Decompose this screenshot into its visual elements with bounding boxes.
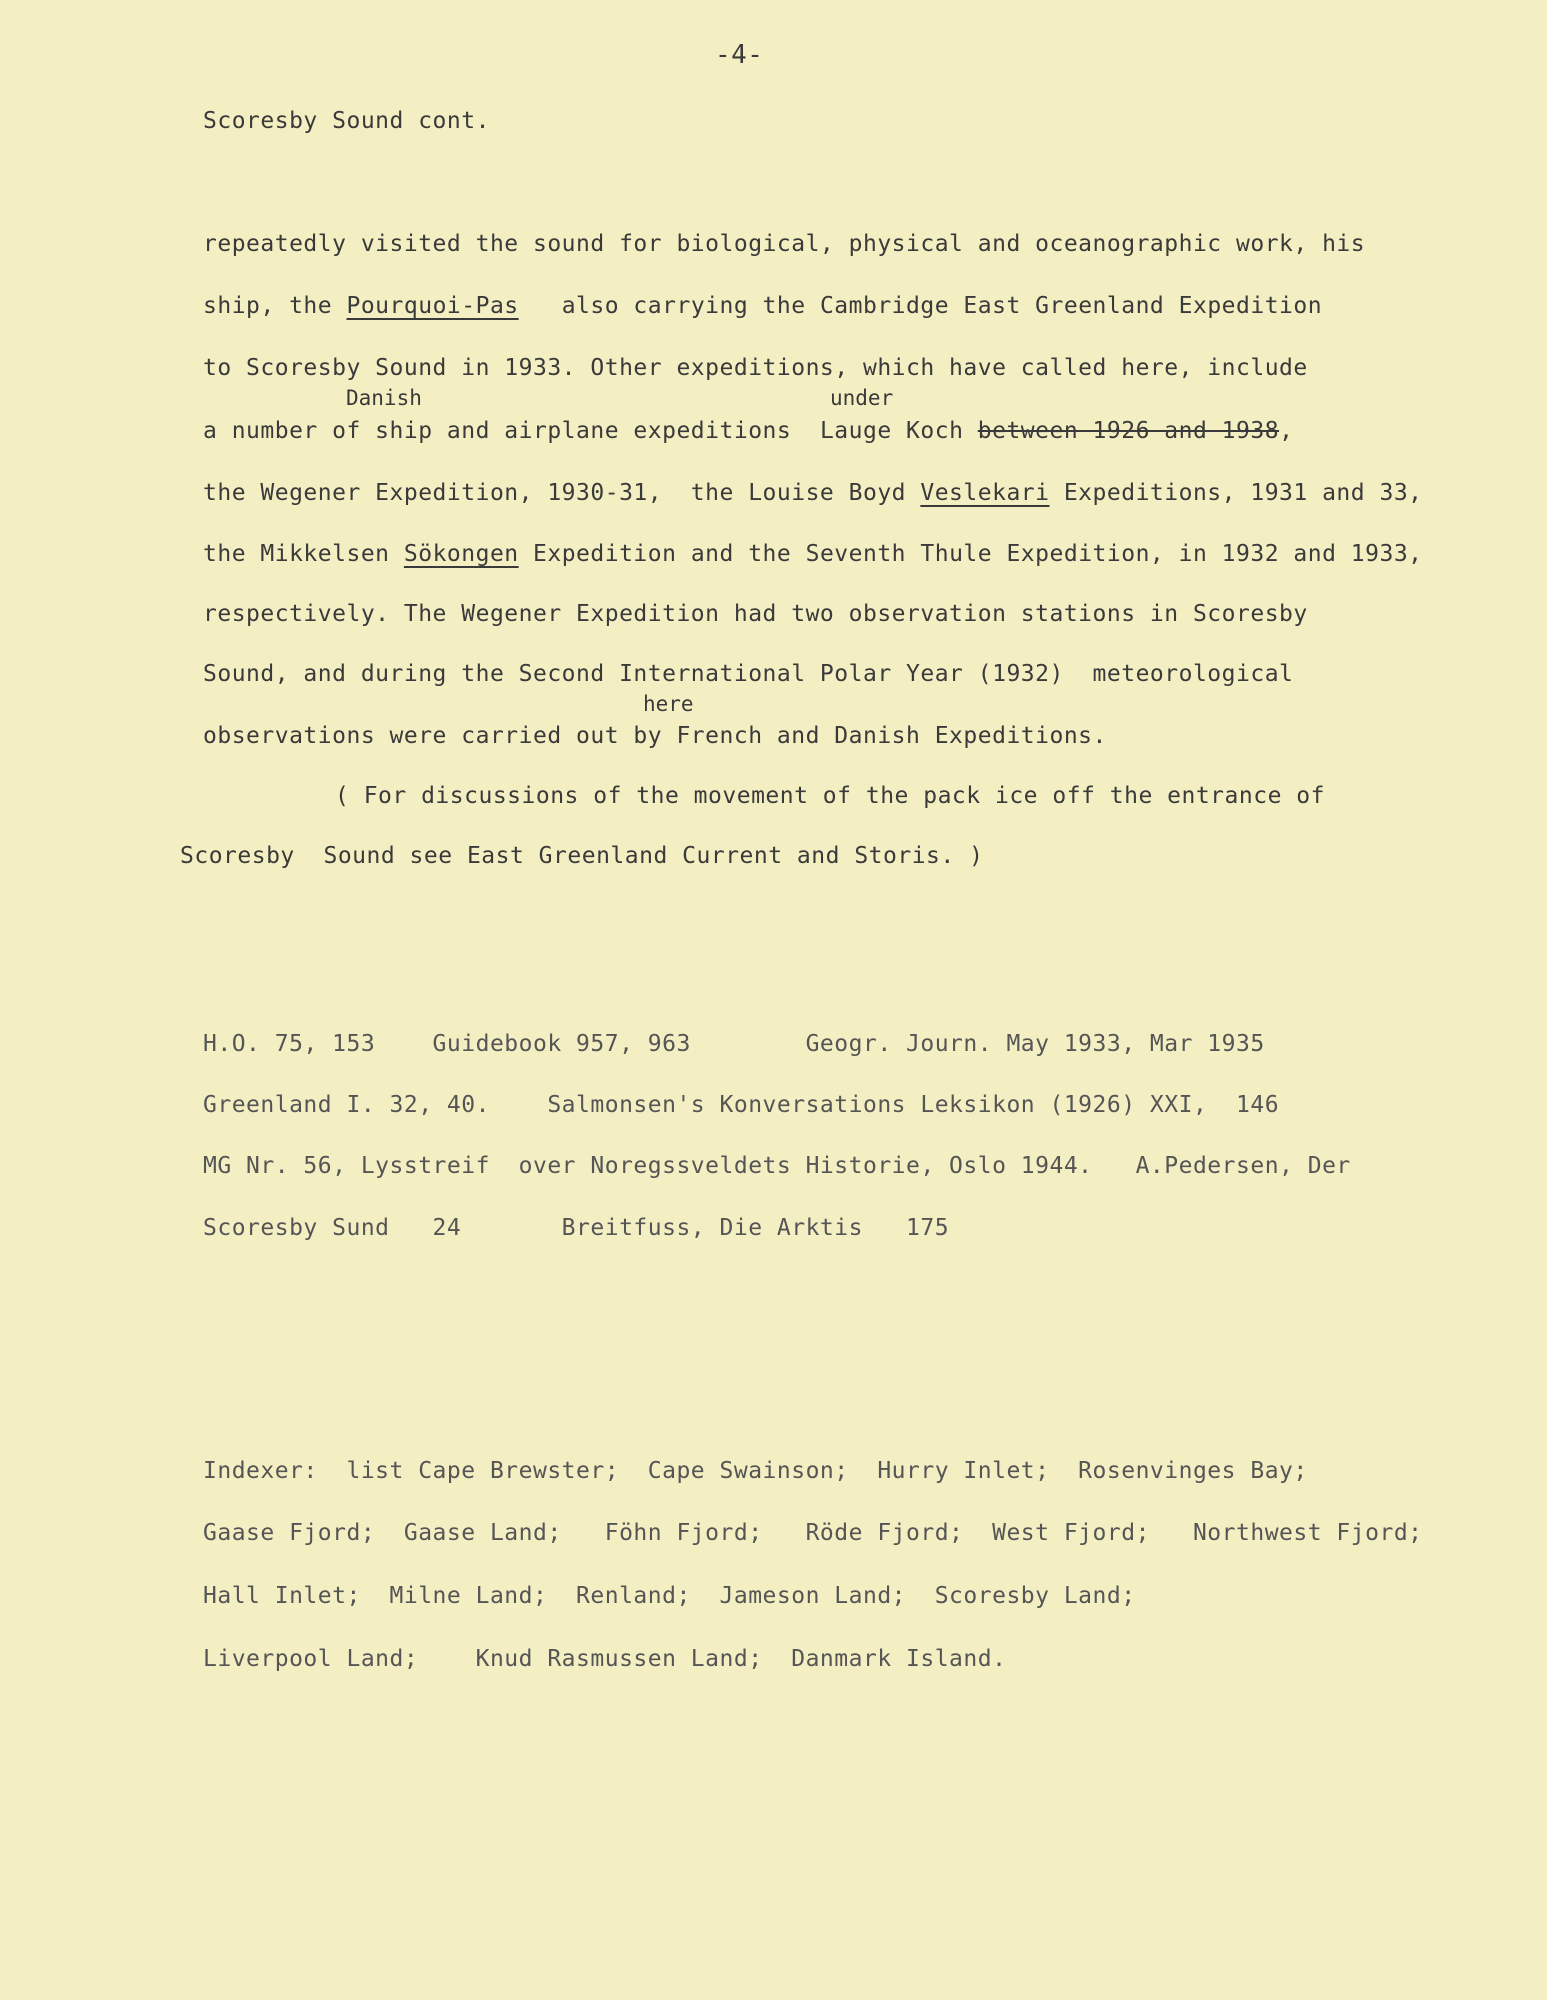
body-line-4-start: a number of ship and airplane expeditions: [203, 418, 806, 444]
indexer-line-1: Indexer: list Cape Brewster; Cape Swainson; Hurry Inlet; Rosenvinges Bay;: [203, 1458, 1308, 1484]
body-line-8: Sound, and during the Second International Polar Year (1932) meteorological: [203, 661, 1294, 687]
handwritten-insert-under: under: [830, 386, 894, 410]
body-line-1: repeatedly visited the sound for biological, physical and oceanographic work, his: [203, 231, 1366, 257]
body-line-7: respectively. The Wegener Expedition had two observation stations in Scoresby: [203, 601, 1308, 627]
reference-line-4: Scoresby Sund 24 Breitfuss, Die Arktis 175: [203, 1215, 950, 1241]
ship-name-sokongen: Sökongen: [403, 541, 519, 567]
body-line-3: to Scoresby Sound in 1933. Other expeditions, which have called here, include: [203, 355, 1308, 381]
reference-line-1: H.O. 75, 153 Guidebook 957, 963 Geogr. Journ. May 1933, Mar 1935: [203, 1031, 1265, 1057]
body-line-5: [203, 482, 1423, 505]
handwritten-insert-here: here: [643, 692, 694, 716]
body-line-6-end: Expedition and the Seventh Thule Expedition, in 1932 and 1933,: [518, 541, 1423, 567]
body-line-9: observations were carried out by French and Danish Expeditions.: [203, 723, 1107, 749]
body-line-2: [203, 295, 1322, 318]
indexer-line-2: Gaase Fjord; Gaase Land; Föhn Fjord; Röde Fjord; West Fjord; Northwest Fjord;: [203, 1520, 1423, 1546]
body-line-5-start: the Wegener Expedition, 1930-31, the Louise Boyd: [203, 480, 921, 506]
indexer-line-3: Hall Inlet; Milne Land; Renland; Jameson Land; Scoresby Land;: [203, 1583, 1136, 1609]
running-head: Scoresby Sound cont.: [203, 108, 490, 134]
indexer-line-4: Liverpool Land; Knud Rasmussen Land; Danmark Island.: [203, 1646, 1007, 1672]
body-line-4-end: ,: [1279, 418, 1294, 444]
reference-line-3: MG Nr. 56, Lysstreif over Noregssveldets Historie, Oslo 1944. A.Pedersen, Der: [203, 1153, 1351, 1179]
body-line-6: [203, 543, 1423, 566]
handwritten-insert-danish: Danish: [346, 386, 422, 410]
page-number: -4-: [715, 40, 764, 70]
body-line-4-mid: Lauge Koch: [805, 418, 978, 444]
reference-line-2: Greenland I. 32, 40. Salmonsen's Konversations Leksikon (1926) XXI, 146: [203, 1092, 1280, 1118]
struck-text: between 1926 and 1938: [977, 418, 1280, 444]
body-line-10: ( For discussions of the movement of the pack ice off the entrance of: [335, 783, 1325, 809]
body-line-6-start: the Mikkelsen: [203, 541, 404, 567]
body-line-4: [203, 420, 1293, 443]
body-line-5-end: Expeditions, 1931 and 33,: [1049, 480, 1423, 506]
body-line-11: Scoresby Sound see East Greenland Current and Storis. ): [180, 843, 984, 869]
ship-name-pourquoi-pas: Pourquoi-Pas: [346, 293, 519, 319]
body-line-2-start: ship, the: [203, 293, 347, 319]
ship-name-veslekari: Veslekari: [920, 480, 1050, 506]
body-line-2-end: also carrying the Cambridge East Greenland Expedition: [518, 293, 1323, 319]
